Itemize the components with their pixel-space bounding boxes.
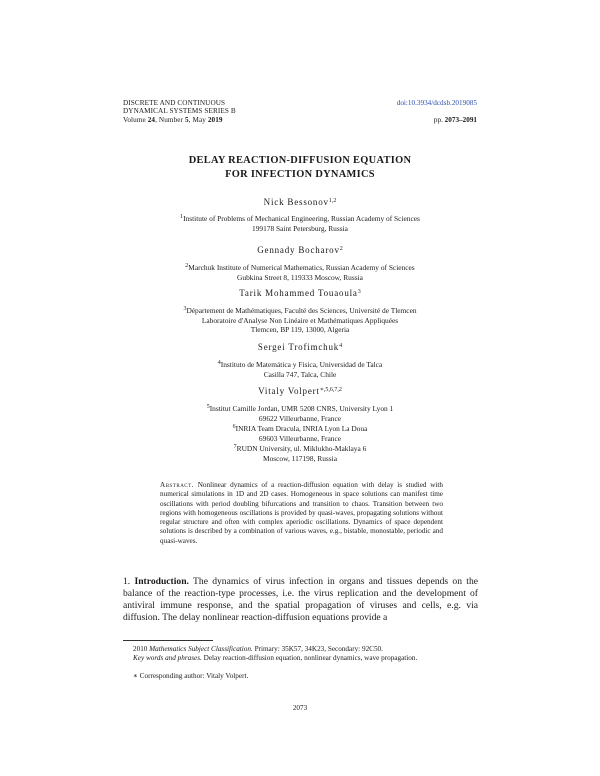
title-line1: DELAY REACTION-DIFFUSION EQUATION bbox=[188, 155, 412, 166]
doi-link[interactable]: doi:10.3934/dcdsb.2019085 bbox=[396, 99, 477, 107]
year: 2019 bbox=[207, 115, 223, 124]
section-number: 1. bbox=[123, 576, 135, 587]
introduction-paragraph bbox=[123, 576, 478, 624]
author-name: Sergei Trofimchuk$^4$ bbox=[257, 342, 343, 352]
affiliation-line: $^1$Institute of Problems of Mechanical Engineering, Russian Academy of Sciences bbox=[180, 214, 420, 223]
title-line2: FOR INFECTION DYNAMICS bbox=[225, 168, 375, 180]
issue-number: 5 bbox=[184, 115, 189, 124]
affiliation bbox=[0, 359, 600, 379]
affiliation-line: $^3$Département de Mathématiques, Faculté des Sciences, Université de Tlemcen bbox=[183, 306, 417, 315]
affiliation-line: Gubkina Street 8, 119333 Moscow, Russia bbox=[237, 272, 363, 282]
introduction-text: The dynamics of virus infection in organs and tissues depends on the balance of the reaction-type processes, i.e. the virus replication and the development of antiviral immune response, and the spatial propagation of viruses and cells, e.g. via diffusion. The delay nonlinear reaction-diffusion equations provide a bbox=[123, 576, 479, 623]
affiliation bbox=[0, 213, 600, 233]
affiliation bbox=[0, 262, 600, 282]
footnote-msc: 2010 Mathematics Subject Classification. Primary: 35K57, 34K23, Secondary: 92C50. bbox=[133, 645, 383, 653]
affiliation-line: 69603 Villeurbanne, France bbox=[258, 433, 342, 443]
footnote-corresponding: ∗ Corresponding author: Vitaly Volpert. bbox=[133, 672, 249, 680]
abstract bbox=[160, 481, 443, 546]
abstract-label: Abstract. bbox=[160, 481, 194, 489]
author-name: Nick Bessonov$^{1,2}$ bbox=[263, 197, 337, 207]
affiliation-line: $^4$Instituto de Matemática y Fisica, Universidad de Talca bbox=[217, 360, 383, 369]
footnote-divider bbox=[123, 640, 213, 641]
affiliation-line: $^6$INRIA Team Dracula, INRIA Lyon La Doua bbox=[232, 424, 368, 433]
affiliation-line: Tlemcen, BP 119, 13000, Algeria bbox=[250, 325, 350, 334]
footnote-keywords: Key words and phrases. Delay reaction-diffusion equation, nonlinear dynamics, wave propagation. bbox=[133, 654, 418, 662]
abstract-text: Nonlinear dynamics of a reaction-diffusion equation with delay is studied with numerical simulations in 1D and 2D cases. Homogeneous in space solutions can manifest time oscillations with period doubling bifurcations and transition to chaos. Transition between two regions with homogeneous oscillations is provided by quasi-waves, propagating solutions without regular structure and often with complex aperiodic oscillations. Dynamics of space dependent solutions is described by a combination of various waves, e.g., bistable, monostable, periodic and quasi-waves. bbox=[160, 481, 443, 545]
volume-number: 24 bbox=[147, 115, 156, 124]
volume-line: Volume 24, Number 5, May 2019 bbox=[123, 115, 223, 124]
affiliation-line: $^5$Institut Camille Jordan, UMR 5208 CNRS, University Lyon 1 bbox=[206, 404, 394, 413]
journal-header bbox=[123, 99, 303, 124]
page-range: pp. 2073–2091 bbox=[433, 116, 477, 124]
affiliation bbox=[0, 305, 600, 335]
affiliation bbox=[0, 403, 600, 463]
author-name: Tarik Mohammed Touaoula$^3$ bbox=[239, 288, 361, 298]
section-heading: Introduction. bbox=[134, 576, 189, 587]
affiliation-line: $^2$Marchuk Institute of Numerical Mathematics, Russian Academy of Sciences bbox=[185, 263, 415, 272]
paper-title bbox=[0, 154, 600, 181]
author-name: Gennady Bocharov$^2$ bbox=[257, 245, 343, 255]
affiliation-line: Casilla 747, Talca, Chile bbox=[263, 369, 337, 379]
affiliation-line: Moscow, 117198, Russia bbox=[263, 453, 337, 463]
journal-name-line2: DYNAMICAL SYSTEMS SERIES B bbox=[123, 107, 236, 116]
author-name: Vitaly Volpert$^{∗,5,6,7,2}$ bbox=[258, 386, 342, 396]
journal-name-line1: DISCRETE AND CONTINUOUS bbox=[123, 99, 226, 107]
affiliation-line: 69622 Villeurbanne, France bbox=[258, 413, 342, 423]
page-number: 2073 bbox=[292, 704, 308, 712]
affiliation-line: Laboratoire d'Analyse Non Linéaire et Mathématiques Appliquées bbox=[201, 315, 399, 325]
doi[interactable] bbox=[397, 99, 477, 107]
affiliation-line: 199178 Saint Petersburg, Russia bbox=[252, 223, 348, 233]
affiliation-line: $^7$RUDN University, ul. Miklukho-Maklaya 6 bbox=[233, 444, 367, 453]
